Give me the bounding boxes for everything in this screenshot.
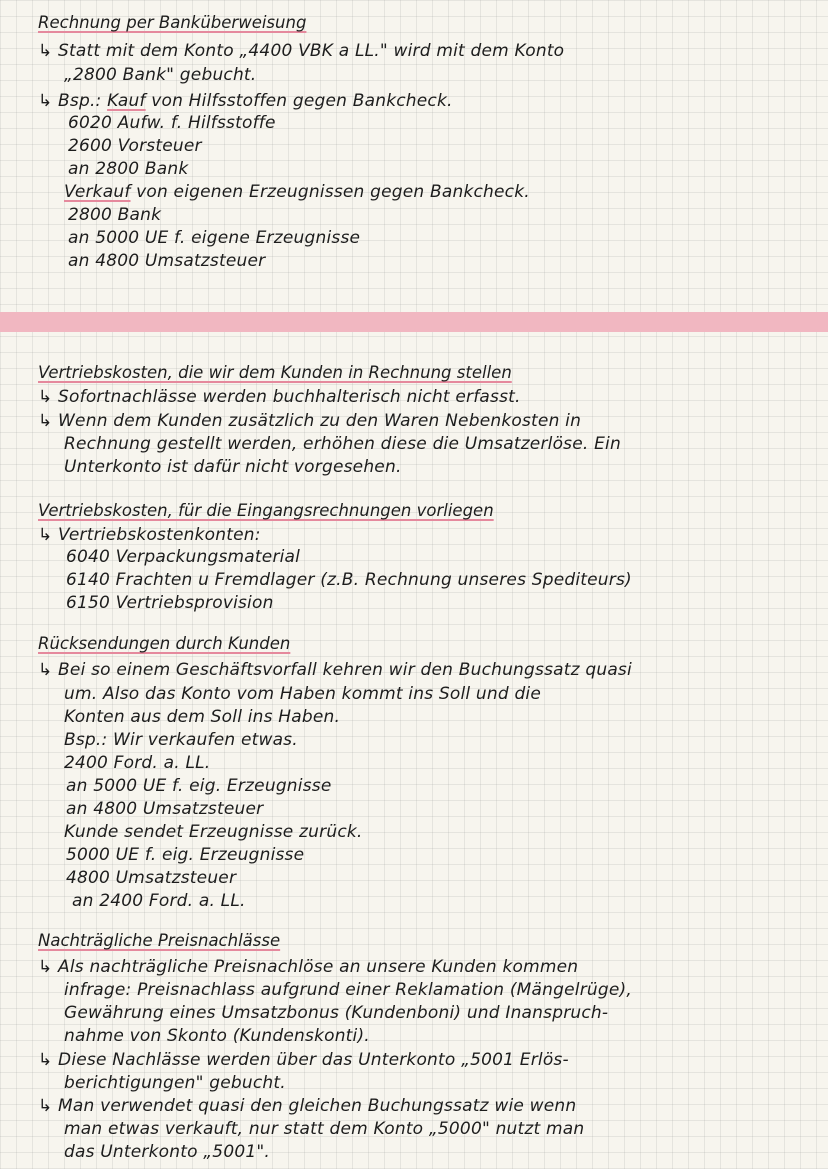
booking-line: 2400 Ford. a. LL. [64, 753, 211, 773]
heading-text: Nachträgliche Preisnachlässe [38, 931, 281, 950]
text-line: ↳ Vertriebskostenkonten: [38, 525, 261, 545]
booking-line: an 5000 UE f. eig. Erzeugnisse [66, 776, 332, 796]
booking-line: 2800 Bank [68, 205, 162, 225]
text-line: Kunde sendet Erzeugnisse zurück. [64, 822, 363, 842]
text-line: das Unterkonto „5001". [64, 1142, 270, 1162]
heading-text: Vertriebskosten, die wir dem Kunden in Rechnung stellen [38, 363, 512, 382]
account-line: 6040 Verpackungsmaterial [66, 547, 301, 567]
title-banner [0, 312, 828, 332]
heading-text: Vertriebskosten, für die Eingangsrechnungen vorliegen [38, 501, 494, 520]
booking-line: an 5000 UE f. eigene Erzeugnisse [68, 228, 361, 248]
section-heading-ruecksendungen [38, 633, 290, 655]
underlined-word-verkauf: Verkauf [64, 182, 131, 202]
text-line: ↳ Als nachträgliche Preisnachlöse an unsere Kunden kommen [38, 957, 579, 977]
text-line: ↳ Wenn dem Kunden zusätzlich zu den Waren Nebenkosten in [38, 411, 582, 431]
booking-line: 4800 Umsatzsteuer [66, 868, 237, 888]
account-line: 6150 Vertriebsprovision [66, 593, 274, 613]
text-line: ↳ Diese Nachlässe werden über das Unterkonto „5001 Erlös- [38, 1050, 569, 1070]
text-line: ↳ Bei so einem Geschäftsvorfall kehren wir den Buchungssatz quasi [38, 660, 632, 680]
text-line: um. Also das Konto vom Haben kommt ins Soll und die [64, 684, 542, 704]
text-line [38, 90, 453, 112]
heading-text: Rechnung per Banküberweisung [38, 13, 307, 32]
text-line: infrage: Preisnachlass aufgrund einer Reklamation (Mängelrüge), [64, 980, 632, 1000]
booking-line: an 4800 Umsatzsteuer [66, 799, 264, 819]
text-line: Unterkonto ist dafür nicht vorgesehen. [64, 457, 402, 477]
text-line [64, 181, 530, 203]
text-line: man etwas verkauft, nur statt dem Konto „5000" nutzt man [64, 1119, 585, 1139]
booking-line: 6020 Aufw. f. Hilfsstoffe [68, 113, 276, 133]
text-line: ↳ Statt mit dem Konto „4400 VBK a LL." wird mit dem Konto [38, 41, 565, 61]
text-line: ↳ Sofortnachlässe werden buchhalterisch nicht erfasst. [38, 387, 521, 407]
text-fragment: von Hilfsstoffen gegen Bankcheck. [145, 91, 453, 111]
booking-line: an 2800 Bank [68, 159, 189, 179]
text-line: nahme von Skonto (Kundenskonti). [64, 1026, 370, 1046]
section-heading-preisnachlaesse [38, 930, 280, 952]
text-line: Rechnung gestellt werden, erhöhen diese die Umsatzerlöse. Ein [64, 434, 621, 454]
underlined-word-kauf: Kauf [107, 91, 146, 111]
text-line: Bsp.: Wir verkaufen etwas. [64, 730, 298, 750]
account-line: 6140 Frachten u Fremdlager (z.B. Rechnung unseres Spediteurs) [66, 570, 632, 590]
text-line: berichtigungen" gebucht. [64, 1073, 286, 1093]
booking-line: 2600 Vorsteuer [68, 136, 202, 156]
text-fragment: ↳ Bsp.: [38, 91, 108, 111]
text-fragment: von eigenen Erzeugnissen gegen Bankcheck. [130, 182, 530, 202]
text-line: „2800 Bank" gebucht. [64, 65, 257, 85]
heading-text: Rücksendungen durch Kunden [38, 634, 291, 653]
section-heading-bank [38, 12, 306, 34]
text-line: Gewährung eines Umsatzbonus (Kundenboni) und Inanspruch- [64, 1003, 609, 1023]
section-heading-vertriebskosten-kunde [38, 362, 512, 384]
text-line: ↳ Man verwendet quasi den gleichen Buchungssatz wie wenn [38, 1096, 577, 1116]
booking-line: an 4800 Umsatzsteuer [68, 251, 266, 271]
section-heading-vertriebskosten-eingang [38, 500, 494, 522]
text-line: Konten aus dem Soll ins Haben. [64, 707, 341, 727]
booking-line: 5000 UE f. eig. Erzeugnisse [66, 845, 305, 865]
booking-line: an 2400 Ford. a. LL. [72, 891, 246, 911]
